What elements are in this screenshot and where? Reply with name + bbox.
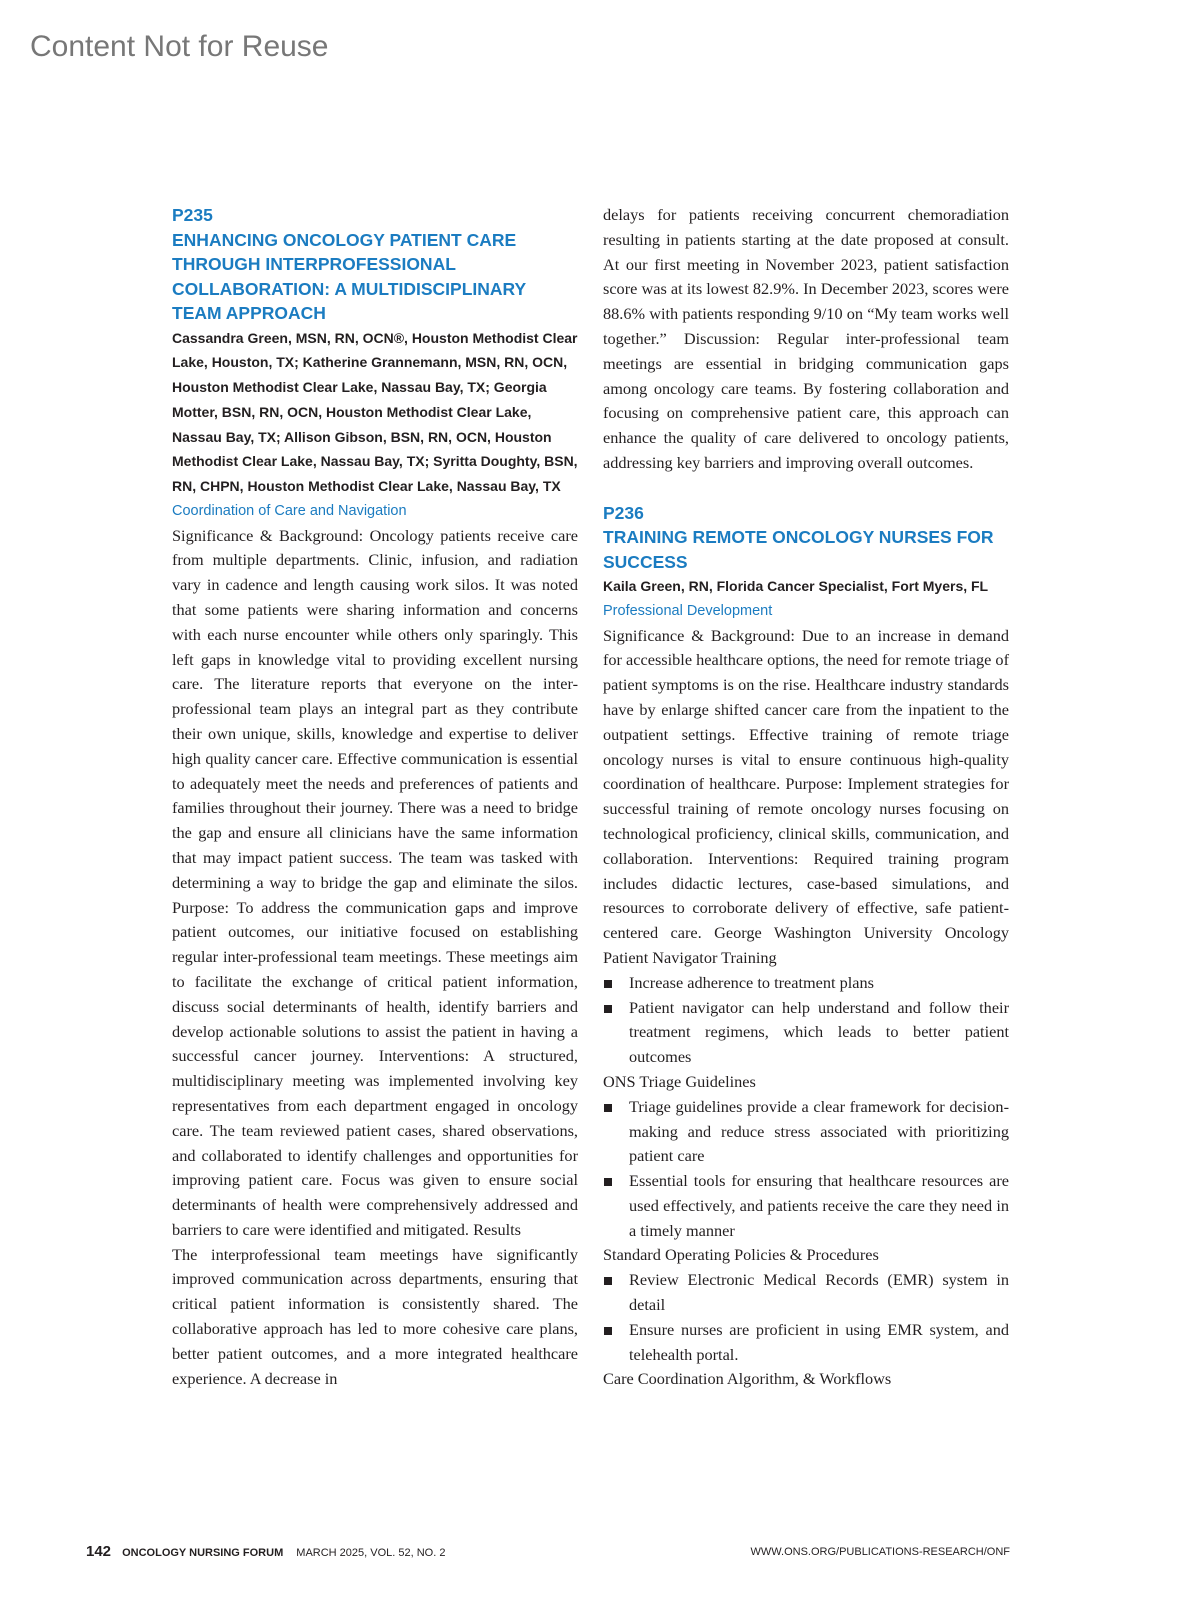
bullet-list [603,1268,1009,1367]
abstract-body-continued: delays for patients receiving concurrent chemoradiation resulting in patients starting at the date proposed at consult. At our first meeting in November 2023, patient satisfaction score was at its lowest 82.9%. In December 2023, scores were 88.6% with patients responding 9/10 on “My team works well together.” Discussion: Regular inter-professional team meetings are essential in bridging communication gaps among oncology care teams. By fostering collaboration and focusing on comprehensive patient care, this approach can enhance the quality of care delivered to oncology patients, addressing key barriers and improving overall outcomes. [603,205,1009,472]
list-subheading: Care Coordination Algorithm, & Workflows [603,1369,892,1389]
square-bullet-icon [604,980,612,988]
square-bullet-icon [604,1178,612,1186]
list-subheading: ONS Triage Guidelines [603,1071,756,1091]
abstract-authors: Cassandra Green, MSN, RN, OCN®, Houston Methodist Clear Lake, Houston, TX; Katherine Grannemann, MSN, RN, OCN, Houston Methodist Clear Lake, Nassau Bay, TX; Georgia Motter, BSN, RN, OCN, Houston Methodist Clear Lake, Nassau Bay, TX; Allison Gibson, BSN, RN, OCN, Houston Methodist Clear Lake, Nassau Bay, TX; Syritta Doughty, BSN, RN, CHPN, Houston Methodist Clear Lake, Nassau Bay, TX [172,329,578,495]
abstract-title: ENHANCING ONCOLOGY PATIENT CARE THROUGH INTERPROFESSIONAL COLLABORATION: A MULTIDISCIPLINARY TEAM APPROACH [172,229,526,323]
square-bullet-icon [604,1327,612,1335]
journal-url: WWW.ONS.ORG/PUBLICATIONS-RESEARCH/ONF [750,1546,1010,1558]
abstract-number: P236 [603,502,644,523]
abstract-category: Coordination of Care and Navigation [172,503,407,520]
page-footer [86,1543,1010,1560]
abstract-number: P235 [172,205,213,225]
abstract-title: TRAINING REMOTE ONCOLOGY NURSES FOR SUCCESS [603,527,994,572]
list-item: Increase adherence to treatment plans [603,971,1009,996]
watermark: Content Not for Reuse [30,30,329,63]
journal-name: ONCOLOGY NURSING FORUM [122,1547,284,1559]
list-item: Ensure nurses are proficient in using EMR system, and telehealth portal. [603,1318,1009,1368]
abstract-body: Significance & Background: Oncology patients receive care from multiple departments. Clinic, infusion, and radiation vary in cadence and length causing work silos. It was noted that some patients were sharing information and concerns with each nurse encounter while others only sparingly. This left gaps in knowledge vital to providing excellent nursing care. The literature reports that everyone on the inter-professional team plays an integral part as they contribute their own unique, skills, knowledge and expertise to deliver high quality cancer care. Effective communication is essential to adequately meet the needs and preferences of patients and families throughout their journey. There was a need to bridge the gap and ensure all clinicians have the same information that may impact patient success. The team was tasked with determining a way to bridge the gap and eliminate the silos. Purpose: To address the communication gaps and improve patient outcomes, our initiative focused on establishing regular inter-professional team meetings. These meetings aim to facilitate the exchange of critical patient information, discuss social determinants of health, identify barriers and develop actionable solutions to assist the patient in having a successful cancer journey. Interventions: A structured, multidisciplinary meeting was implemented involving key representatives from each department engaged in oncology care. The team reviewed patient cases, shared observations, and collaborated to identify challenges and opportunities for improving patient care. Focus was given to ensure social determinants of health were comprehensively addressed and barriers to care were identified and mitigated. Results [172,525,578,1239]
bullet-list [603,971,1009,1070]
list-item: Essential tools for ensuring that healthcare resources are used effectively, and patients receive the care they need in a timely manner [603,1169,1009,1243]
right-column [603,203,1009,1392]
abstract-body: Significance & Background: Due to an increase in demand for accessible healthcare options, the need for remote triage of patient symptoms is on the rise. Healthcare industry standards have by enlarge shifted cancer care from the inpatient to the outpatient settings. Effective training of remote triage oncology nurses is vital to ensure continuous high-quality coordination of healthcare. Purpose: Implement strategies for successful training of remote oncology nurses focusing on technological proficiency, clinical skills, communication, and collaboration. Interventions: Required training program includes didactic lectures, case-based simulations, and resources to corroborate delivery of effective, safe patient-centered care. George Washington University Oncology Patient Navigator Training [603,625,1009,967]
square-bullet-icon [604,1005,612,1013]
list-subheading: Standard Operating Policies & Procedures [603,1245,879,1265]
bullet-list [603,1095,1009,1244]
abstract-category: Professional Development [603,603,773,620]
square-bullet-icon [604,1277,612,1285]
list-item: Patient navigator can help understand and follow their treatment regimens, which leads to better patient outcomes [603,996,1009,1070]
left-column [172,203,578,1391]
square-bullet-icon [604,1104,612,1112]
list-item: Triage guidelines provide a clear framework for decision-making and reduce stress associated with prioritizing patient care [603,1095,1009,1169]
issue-info: MARCH 2025, VOL. 52, NO. 2 [296,1547,446,1559]
page-number: 142 [86,1543,112,1560]
list-item: Review Electronic Medical Records (EMR) system in detail [603,1268,1009,1318]
abstract-authors: Kaila Green, RN, Florida Cancer Specialist, Fort Myers, FL [603,578,989,595]
abstract-body-results: The interprofessional team meetings have significantly improved communication across departments, ensuring that critical patient information is consistently shared. The collaborative approach has led to more cohesive care plans, better patient outcomes, and a more integrated healthcare experience. A decrease in [172,1244,578,1388]
